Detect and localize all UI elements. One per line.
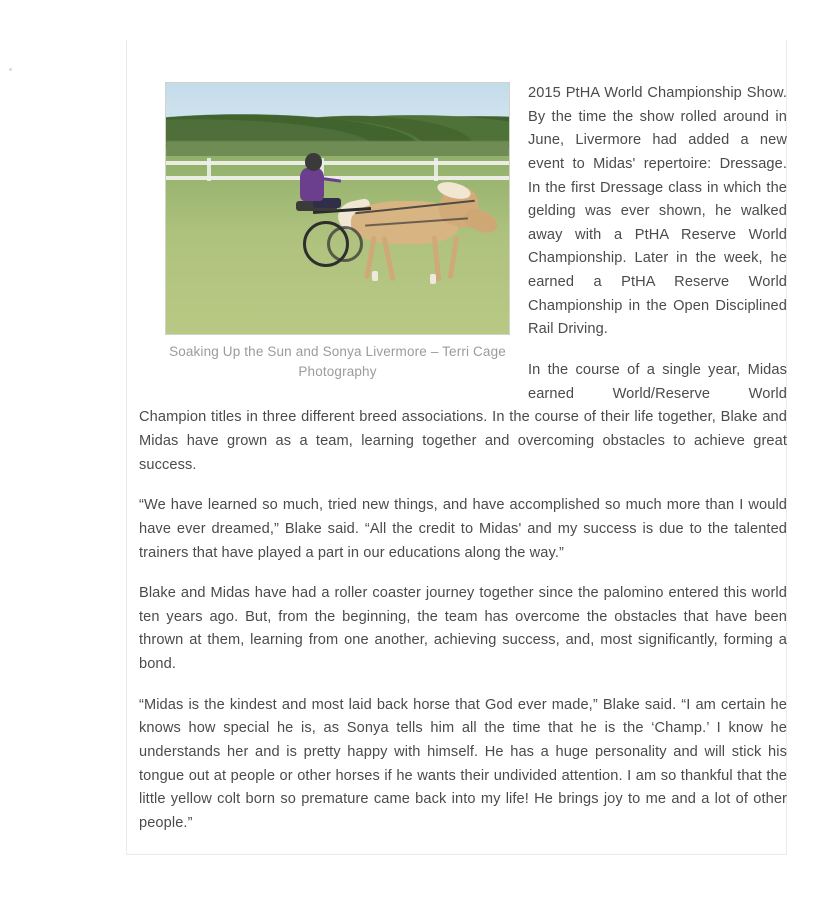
paragraph-5: “Midas is the kindest and most laid back horse that God ever made,” Blake said. “I am certain he knows how special he is, as Sonya tells him all the time that he is the ‘Champ.’ I know he understands her and is pretty happy with himself. He has a huge personality and will stick his tongue out at people or other horses if he wants their undivided attention. I am so thankful that the little yellow colt born so premature came back into my life! He brings joy to me and a lot of other people.” xyxy=(139,696,787,831)
horse-driving-photo xyxy=(165,82,510,335)
photo-horse-sock xyxy=(372,271,378,281)
photo-driver-torso xyxy=(300,168,324,201)
paragraph-2: In the course of a single year, Midas earned World/Reserve World Champion titles in three different breed associations. In the course of their life together, Blake and Midas have grown as a team, learning together and overcoming obstacles to achieve great success. xyxy=(139,362,787,473)
photo-fence-rail-top xyxy=(166,161,509,165)
photo-cart-wheel xyxy=(327,226,363,262)
figure-caption: Soaking Up the Sun and Sonya Livermore – Terri Cage Photography xyxy=(169,344,506,379)
document-page xyxy=(126,40,787,855)
photo-fence-post xyxy=(207,158,211,181)
paragraph-4: Blake and Midas have had a roller coaster journey together since the palomino entered this world ten years ago. But, from the beginning, the team has overcome the obstacles that have been thrown at them, learning from one another, achieving success, and, most significantly, forming a bond. xyxy=(139,585,787,673)
paragraph-1: 2015 PtHA World Championship Show. By the time the show rolled around in June, Livermore had added a new event to Midas' repertoire: Dressage. In the first Dressage class in which the gelding was ever shown, he walked away with a PtHA Reserve World Championship. Later in the week, he earned a PtHA Reserve World Championship in the Open Disciplined Rail Driving. xyxy=(528,85,787,338)
article-figure xyxy=(165,82,510,381)
photo-horse-sock xyxy=(430,274,436,284)
paragraph-3: “We have learned so much, tried new things, and have accomplished so much more than I would have ever dreamed,” Blake said. “All the credit to Midas' and my success is due to the talented trainers that have played a part in our educations along the way.” xyxy=(139,497,787,561)
page-corner-mark-top-left xyxy=(9,68,12,71)
photo-driver-head xyxy=(305,153,322,171)
photo-fence-post xyxy=(434,158,438,181)
document-content xyxy=(139,82,787,853)
